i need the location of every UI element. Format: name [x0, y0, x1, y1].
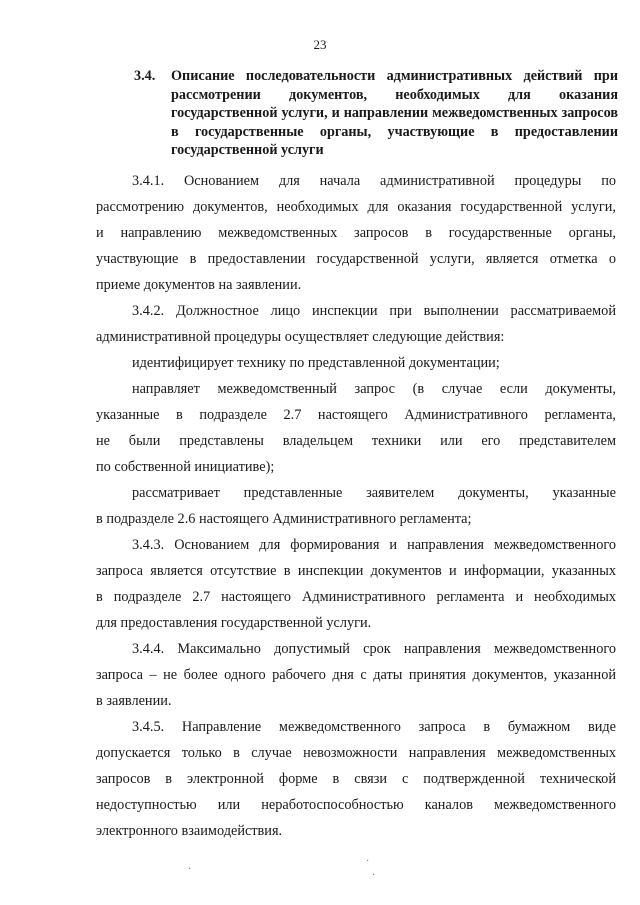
paragraph-line: административной процедуры осуществляет следующие действия:	[96, 329, 505, 345]
section-title: Описание последовательности административных действий при рассмотрении документов, необходимых для оказания государственной услуги, и направлении межведомственных запросов в государственные органы, участвующие в предоставлении государственной услуги	[171, 68, 618, 159]
paragraph-line: 3.4.2. Должностное лицо инспекции при выполнении рассматриваемой	[132, 303, 616, 319]
paragraph-line: участвующие в предоставлении государственной услуги, является отметка о	[96, 251, 616, 267]
paragraph-line: запроса – не более одного рабочего дня с даты принятия документов, указанной	[96, 667, 616, 683]
paragraph-line: не были представлены владельцем техники или его представителем	[96, 433, 616, 449]
page-number: 23	[313, 37, 327, 52]
paragraph-line: приеме документов на заявлении.	[96, 277, 302, 293]
paragraph-line: в подразделе 2.7 настоящего Административного регламента и необходимых	[96, 589, 616, 605]
paragraph-line: 3.4.5. Направление межведомственного запроса в бумажном виде	[132, 719, 616, 735]
list-item: идентифицирует технику по представленной документации;	[132, 355, 500, 371]
paragraph-line: для предоставления государственной услуги.	[96, 615, 372, 631]
scan-speck: ·	[372, 870, 376, 881]
paragraph-line: рассмотрению документов, необходимых для оказания государственной услуги,	[96, 199, 616, 215]
paragraph-line: указанные в подразделе 2.7 настоящего Административного регламента,	[96, 407, 616, 423]
section-number: 3.4.	[134, 68, 156, 84]
list-item: рассматривает представленные заявителем документы, указанные	[132, 485, 616, 501]
paragraph-line: запроса является отсутствие в инспекции документов и информации, указанных	[96, 563, 616, 579]
paragraph-line: недоступностью или неработоспособностью каналов межведомственного	[96, 797, 616, 813]
paragraph-line: в заявлении.	[96, 693, 172, 709]
paragraph-line: 3.4.1. Основанием для начала административной процедуры по	[132, 173, 616, 189]
paragraph-line: в подразделе 2.6 настоящего Административного регламента;	[96, 511, 472, 527]
paragraph-line: и направлению межведомственных запросов в государственные органы,	[96, 225, 616, 241]
scan-speck: ·	[188, 864, 192, 875]
list-item: направляет межведомственный запрос (в случае если документы,	[132, 381, 616, 397]
paragraph-line: запросов в электронной форме в связи с подтвержденной технической	[96, 771, 616, 787]
scan-speck: ·	[366, 856, 370, 867]
paragraph-line: 3.4.3. Основанием для формирования и направления межведомственного	[132, 537, 616, 553]
paragraph-line: допускается только в случае невозможности направления межведомственных	[96, 745, 616, 761]
paragraph-line: по собственной инициативе);	[96, 459, 275, 475]
paragraph-line: 3.4.4. Максимально допустимый срок направления межведомственного	[132, 641, 616, 657]
paragraph-line: электронного взаимодействия.	[96, 823, 283, 839]
